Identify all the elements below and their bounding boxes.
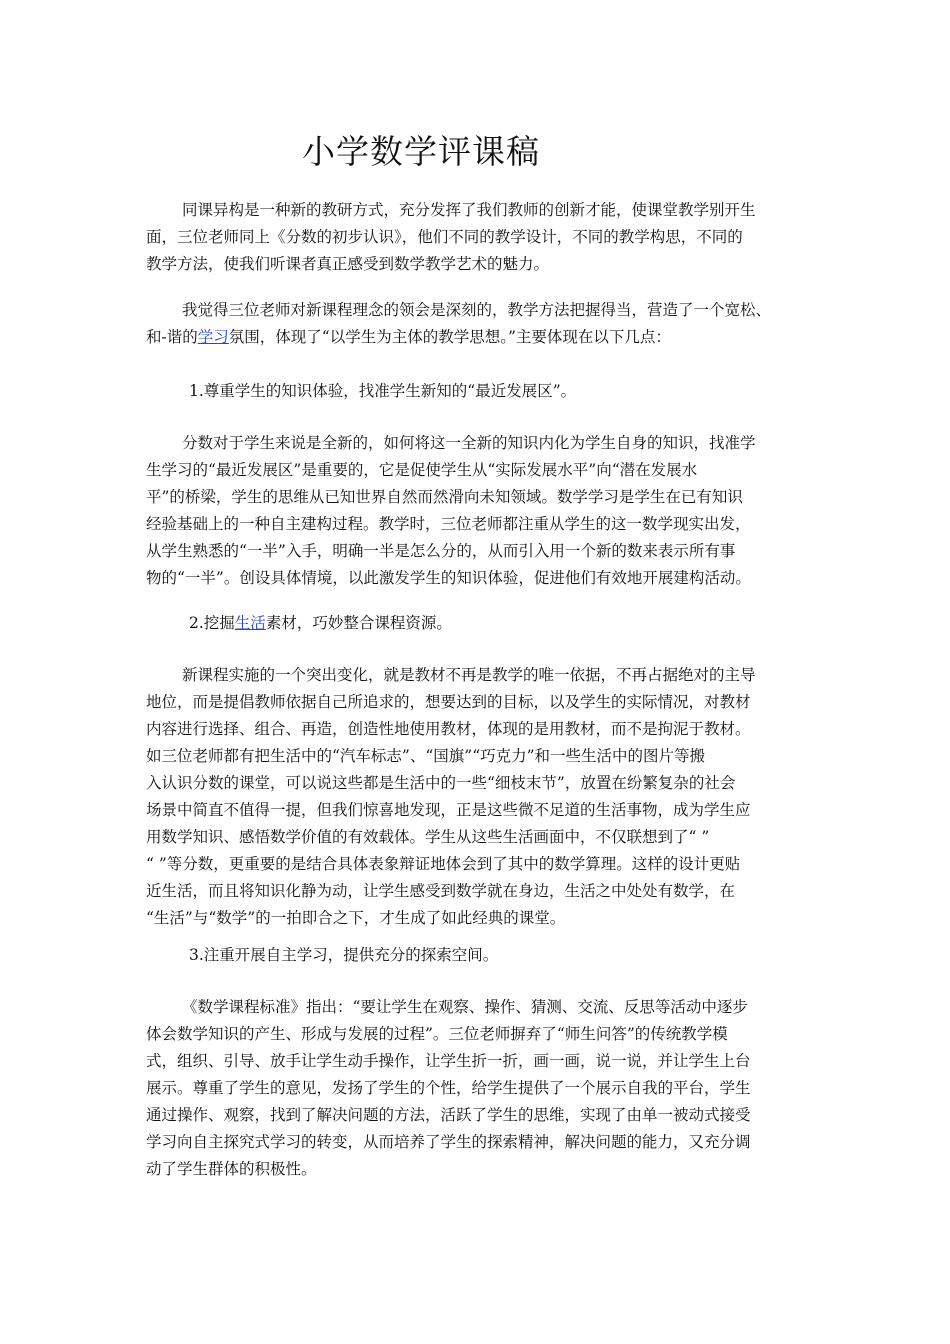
paragraph-line: 展示。尊重了学生的意见，发扬了学生的个性，给学生提供了一个展示自我的平台，学生 bbox=[146, 1079, 751, 1097]
section-heading-3: 3.注重开展自主学习，提供充分的探索空间。 bbox=[189, 946, 499, 964]
paragraph-line: 分数对于学生来说是全新的，如何将这一全新的知识内化为学生自身的知识，找准学 bbox=[182, 434, 756, 452]
paragraph-intro bbox=[146, 197, 818, 278]
paragraph-line: 地位，而是提倡教师依据自己所追求的，想要达到的目标，以及学生的实际情况，对教材 bbox=[146, 693, 751, 711]
paragraph-line: 体会数学知识的产生、形成与发展的过程”。三位老师摒弃了“师生问答”的传统教学模 bbox=[146, 1025, 728, 1043]
text-run: 氛围，体现了“以学生为主体的教学思想。”主要体现在以下几点： bbox=[228, 328, 671, 346]
text-run: 2.挖掘 bbox=[189, 614, 235, 632]
paragraph-point-2 bbox=[146, 662, 818, 932]
text-run: 和-谐的 bbox=[146, 328, 198, 346]
paragraph-line: 场景中简直不值得一提，但我们惊喜地发现，正是这些微不足道的生活事物，成为学生应 bbox=[146, 801, 751, 819]
paragraph-line: “ ”等分数，更重要的是结合具体表象辩证地体会到了其中的数学算理。这样的设计更贴 bbox=[146, 855, 741, 873]
paragraph-line: 面，三位老师同上《分数的初步认识》，他们不同的教学设计，不同的教学构思，不同的 bbox=[146, 228, 743, 246]
paragraph-line: 教学方法，使我们听课者真正感受到数学教学艺术的魅力。 bbox=[146, 255, 550, 273]
paragraph-line: 式，组织、引导、放手让学生动手操作，让学生折一折，画一画，说一说，并让学生上台 bbox=[146, 1052, 751, 1070]
link-life[interactable]: 生活 bbox=[234, 614, 266, 632]
document-title: 小学数学评课稿 bbox=[302, 132, 540, 171]
paragraph-point-3 bbox=[146, 994, 818, 1183]
paragraph-line: 入认识分数的课堂，可以说这些都是生活中的一些“细枝末节”，放置在纷繁复杂的社会 bbox=[146, 774, 736, 792]
paragraph-line: 物的“一半”。创设具体情境，以此激发学生的知识体验，促进他们有效地开展建构活动。 bbox=[146, 569, 751, 587]
link-study[interactable]: 学习 bbox=[197, 328, 229, 346]
paragraph-line: 用数学知识、感悟数学价值的有效载体。学生从这些生活画面中，不仅联想到了“ ” bbox=[146, 828, 710, 846]
text-run: 素材，巧妙整合课程资源。 bbox=[265, 614, 452, 632]
paragraph-line: “生活”与“数学”的一拍即合之下，才生成了如此经典的课堂。 bbox=[146, 909, 566, 927]
section-heading-1: 1.尊重学生的知识体验，找准学生新知的“最近发展区”。 bbox=[189, 382, 577, 400]
paragraph-line: 内容进行选择、组合、再造，创造性地使用教材，体现的是用教材，而不是拘泥于教材。 bbox=[146, 720, 751, 738]
paragraph-line: 生学习的“最近发展区”是重要的，它是促使学生从“实际发展水平”向“潜在发展水 bbox=[146, 461, 698, 479]
paragraph-line: 近生活，而且将知识化静为动，让学生感受到数学就在身边，生活之中处处有数学，在 bbox=[146, 882, 736, 900]
paragraph-line: 通过操作、观察，找到了解决问题的方法，活跃了学生的思维，实现了由单一被动式接受 bbox=[146, 1106, 751, 1124]
paragraph-line bbox=[146, 324, 818, 351]
paragraph-line: 经验基础上的一种自主建构过程。教学时，三位老师都注重从学生的这一数学现实出发， bbox=[146, 515, 751, 533]
paragraph-line: 从学生熟悉的“一半”入手，明确一半是怎么分的，从而引入用一个新的数来表示所有事 bbox=[146, 542, 736, 560]
paragraph-line: 学习向自主探究式学习的转变，从而培养了学生的探索精神，解决问题的能力，又充分调 bbox=[146, 1133, 751, 1151]
paragraph-line: 新课程实施的一个突出变化，就是教材不再是教学的唯一依据，不再占据绝对的主导 bbox=[182, 666, 756, 684]
paragraph-line: 平”的桥梁，学生的思维从已知世界自然而然滑向未知领域。数学学习是学生在已有知识 bbox=[146, 488, 743, 506]
paragraph-line: 同课异构是一种新的教研方式，充分发挥了我们教师的创新才能，使课堂教学别开生 bbox=[182, 201, 756, 219]
paragraph-point-1 bbox=[146, 430, 818, 592]
section-heading-2 bbox=[189, 610, 452, 637]
paragraph-line: 《数学课程标准》指出：“要让学生在观察、操作、猜测、交流、反思等活动中逐步 bbox=[182, 998, 748, 1016]
paragraph-line: 动了学生群体的积极性。 bbox=[146, 1160, 317, 1178]
paragraph-line: 如三位老师都有把生活中的“汽车标志”、“国旗”“巧克力”和一些生活中的图片等搬 bbox=[146, 747, 706, 765]
paragraph-overview bbox=[146, 297, 818, 351]
paragraph-line: 我觉得三位老师对新课程理念的领会是深刻的，教学方法把握得当，营造了一个宽松、 bbox=[182, 301, 772, 319]
